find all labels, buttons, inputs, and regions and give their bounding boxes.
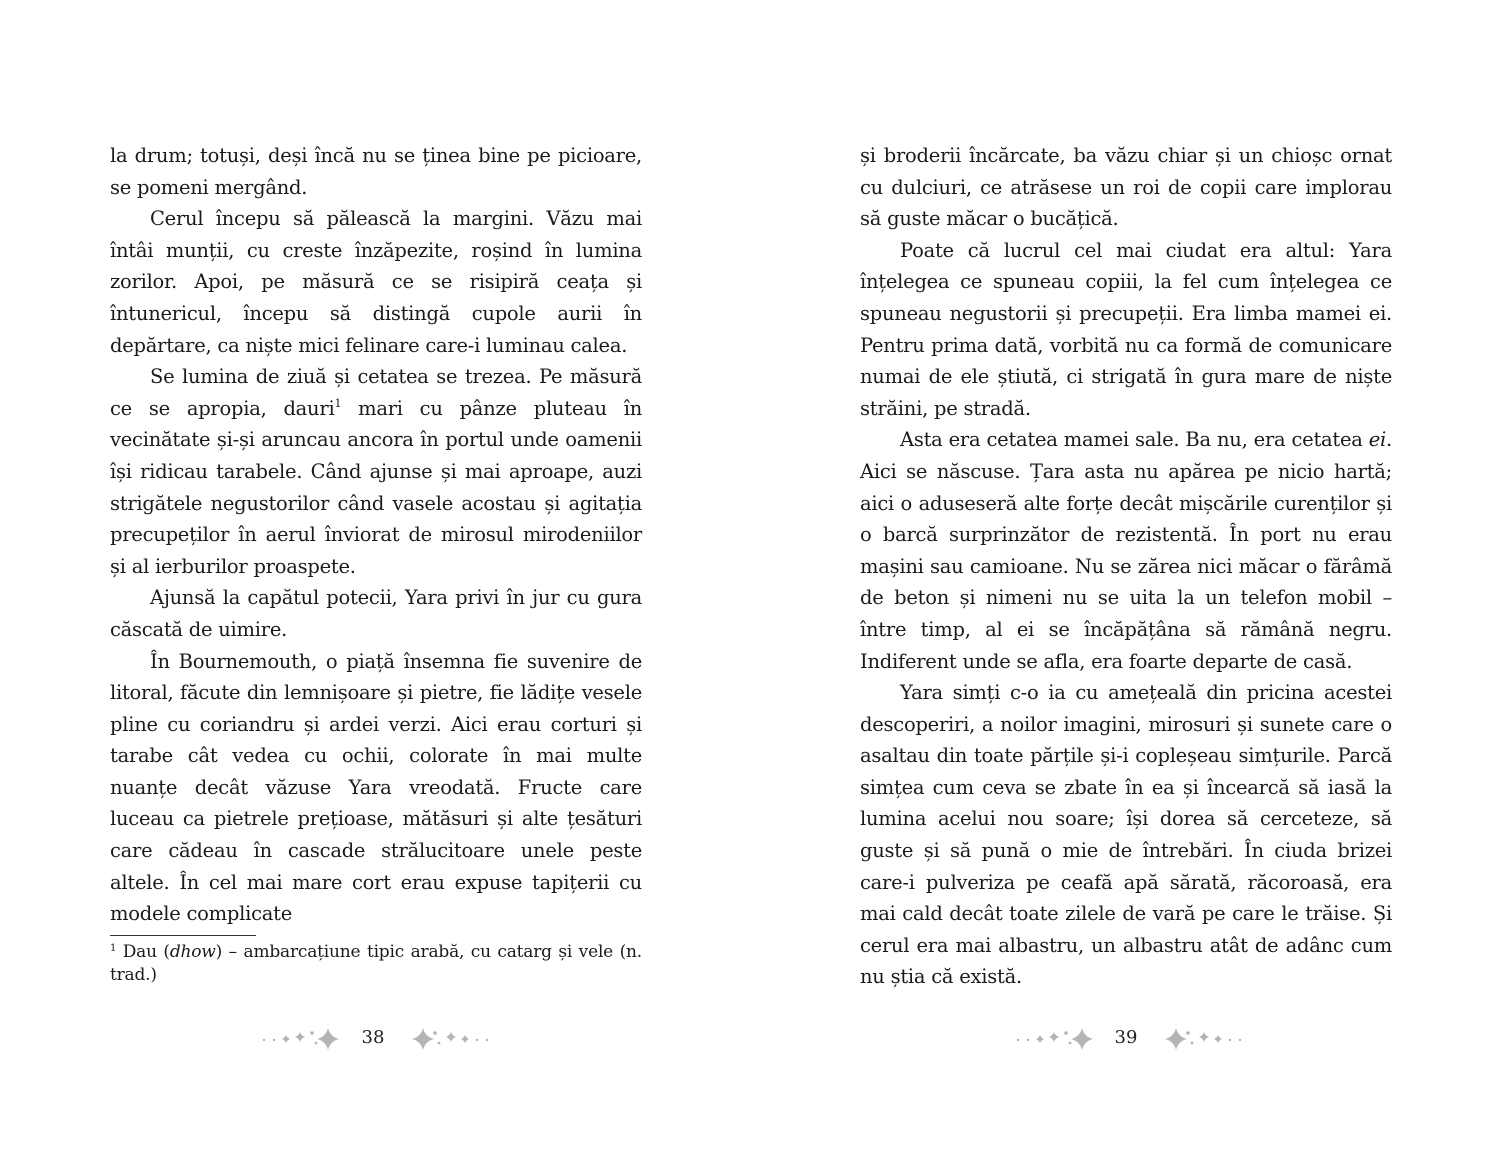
footnote-reference: 1 — [334, 396, 342, 410]
sparkle-star-ornament-icon — [258, 1024, 348, 1054]
footnote-text: – ambarcațiune tipic arabă, cu catarg și vele (n. trad.) — [110, 942, 642, 985]
footnote-term: Dau — [122, 942, 157, 962]
left-page-body — [110, 140, 642, 930]
paragraph-text: . Aici se născuse. Țara asta nu apărea pe nicio hartă; aici o aduseseră alte forțe decât mișcările curenților și o barcă surprinzător de rezistentă. În port nu erau mașini sau camioane. Nu se zărea nici măcar o fărâmă de beton și nimeni nu se uita la un telefon mobil – între timp, al ei se încăpățâna să rămână negru. Indiferent unde se afla, era foarte departe de casă. — [860, 428, 1392, 673]
paragraph-text: mari cu pânze pluteau în vecinătate și-și aruncau ancora în portul unde oamenii își ridicau tarabele. Când ajunse și mai aproape, auzi strigătele negustorilor când vasele acostau și agitația precupeților în aerul înviorat de mirosul mirodeniilor și al ierburilor proaspete. — [110, 396, 643, 578]
footnote: $^1$ Dau (dhow) – ambarcațiune tipic arabă, cu catarg și vele (n. trad.) — [110, 942, 642, 985]
page-number: 39 — [1114, 1027, 1138, 1048]
paragraph: și broderii încărcate, ba văzu chiar și un chioșc ornat cu dulciuri, ce atrăsese un roi de copii care implorau să guste măcar o bucățică. — [860, 144, 1392, 231]
sparkle-star-ornament-icon — [1156, 1024, 1246, 1054]
sparkle-star-ornament-icon — [1012, 1024, 1102, 1054]
paragraph: În Bournemouth, o piață însemna fie suvenire de litoral, făcute din lemnișoare și pietre, fie lădițe vesele pline cu coriandru și ardei verzi. Aici erau corturi și tarabe cât vedea cu ochii, colorate în mai multe nuanțe decât văzuse Yara vreodată. Fructe care luceau ca pietrele prețioase, mătăsuri și alte țesături care cădeau în cascade strălucitoare unele peste altele. În cel mai mare cort erau expuse tapițerii cu modele complicate — [110, 649, 642, 926]
paragraph: Yara simți c-o ia cu amețeală din pricina acestei descoperiri, a noilor imagini, mirosuri și sunete care o asaltau din toate părțile și-i copleșeau simțurile. Parcă simțea cum ceva se zbate în ea și încearcă să iasă la lumina acelui nou soare; își dorea să cerceteze, să guste și să pună o mie de întrebări. În ciuda brizei care-i pulveriza pe ceafă apă sărată, răcoroasă, era mai cald decât toate zilele de vară pe care le trăise. Și cerul era mai albastru, un albastru atât de adânc cum nu știa că există. — [860, 681, 1392, 989]
right-page — [750, 0, 1500, 1154]
page-footer — [750, 1024, 1500, 1054]
paragraph: Ajunsă la capătul potecii, Yara privi în jur cu gura căscată de uimire. — [110, 586, 642, 641]
paragraph: Poate că lucrul cel mai ciudat era altul: Yara înțelegea ce spuneau copiii, la fel cum înțelegea ce spuneau negustorii și precupeții. Era limba mamei ei. Pentru prima dată, vorbită nu ca formă de comunicare numai de ele știută, ci strigată în gura mare de niște străini, pe stradă. — [860, 238, 1392, 420]
page-number: 38 — [361, 1027, 385, 1048]
paragraph: Cerul începu să pălească la margini. Văzu mai întâi munții, cu creste înzăpezite, roșind în lumina zorilor. Apoi, pe măsură ce se risipiră ceața și întunericul, începu să distingă cupole aurii în depărtare, ca niște mici felinare care-i luminau calea. — [110, 207, 642, 357]
paragraph-text: Asta era cetatea mamei sale. Ba nu, era cetatea — [900, 428, 1369, 452]
footnote-separator — [110, 935, 256, 936]
emphasis: ei — [1368, 428, 1387, 452]
right-page-body — [860, 140, 1392, 993]
sparkle-star-ornament-icon — [403, 1024, 493, 1054]
paragraph — [110, 361, 642, 582]
paragraph — [860, 424, 1392, 677]
paragraph: la drum; totuși, deși încă nu se ținea bine pe picioare, se pomeni mergând. — [110, 144, 642, 199]
footnote-italic-term: dhow — [169, 942, 216, 962]
page-footer — [0, 1024, 750, 1054]
footnote-marker: 1 — [110, 943, 117, 954]
paragraph-text: Se lumina de ziuă și cetatea se trezea. Pe măsură ce se apropia, dauri — [110, 365, 642, 420]
